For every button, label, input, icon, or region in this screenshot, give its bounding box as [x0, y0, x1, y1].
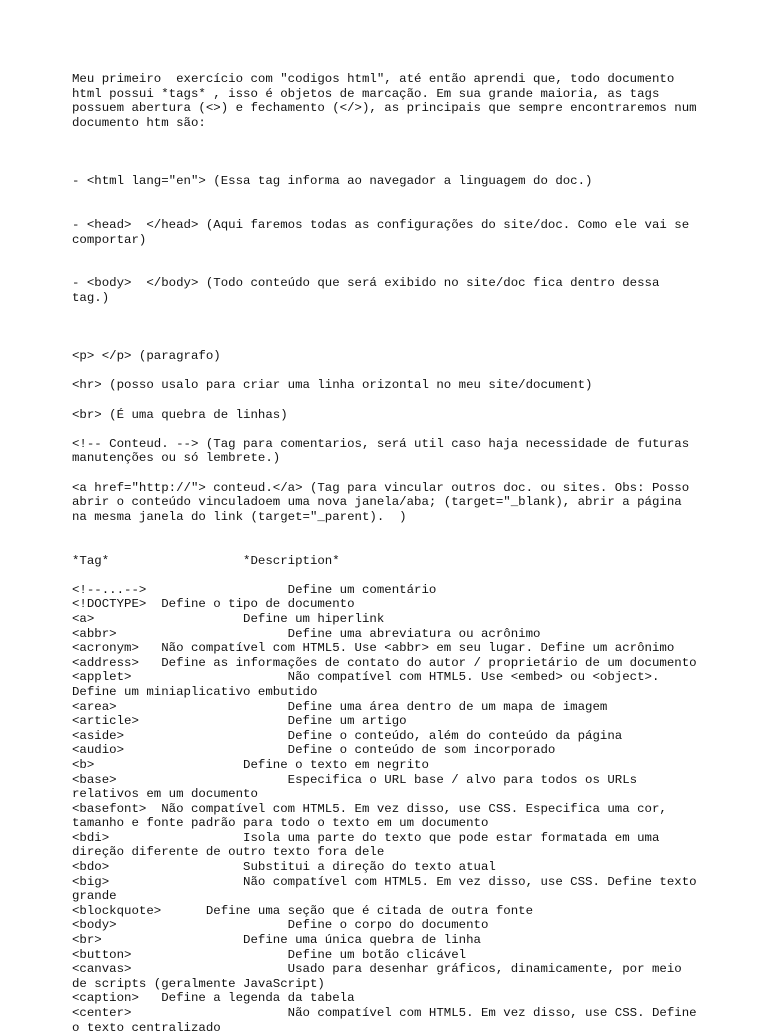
table-row: <b> Define o texto em negrito [72, 757, 429, 772]
table-row: <a> Define um hiperlink [72, 611, 385, 626]
document-page [72, 72, 705, 1035]
main-tags-list [72, 145, 702, 335]
table-row: <bdi> Isola uma parte do texto que pode estar formatada em uma direção diferente de outro texto fora dele [72, 830, 667, 860]
table-row: <blockquote> Define uma seção que é citada de outra fonte [72, 903, 534, 918]
table-row: <body> Define o corpo do documento [72, 918, 489, 933]
note-hr-tag: <hr> (posso usalo para criar uma linha orizontal no meu site/document) [72, 378, 593, 393]
table-row: <acronym> Não compatível com HTML5. Use <abbr> em seu lugar. Define um acrônimo [72, 641, 675, 656]
table-row: <address> Define as informações de contato do autor / proprietário de um documento [72, 655, 697, 670]
note-anchor-tag: <a href="http://"> conteud.</a> (Tag para vincular outros doc. ou sites. Obs: Posso abrir o conteúdo vinculadoem uma nova janela/aba; (target="_blank), abrir a página na mesma janela do link (target="_parent). ) [72, 480, 697, 524]
table-row: <center> Não compatível com HTML5. Em vez disso, use CSS. Define o texto centralizado [72, 1006, 705, 1035]
table-row: <article> Define um artigo [72, 714, 407, 729]
spacer [72, 539, 702, 554]
main-tag-head: - <head> </head> (Aqui faremos todas as configurações do site/doc. Como ele vai se comportar) [72, 217, 697, 247]
note-comment-tag: <!-- Conteud. --> (Tag para comentarios, será util caso haja necessidade de futuras manutenções ou só lembrete.) [72, 436, 697, 466]
table-row: <big> Não compatível com HTML5. Em vez disso, use CSS. Define texto grande [72, 874, 705, 904]
tag-table [72, 582, 705, 1035]
intro-paragraph: Meu primeiro exercício com "codigos html", até então aprendi que, todo documento html possui *tags* , isso é objetos de marcação. Em sua grande maioria, as tags possuem abertura (<>) e fechamento (</>), as principais que sempre encontraremos num documento htm são: [72, 72, 705, 130]
note-paragraph-tag: <p> </p> (paragrafo) [72, 349, 221, 364]
table-row: <!DOCTYPE> Define o tipo de documento [72, 597, 355, 612]
table-row: <abbr> Define uma abreviatura ou acrônimo [72, 626, 541, 641]
table-row: <button> Define um botão clicável [72, 947, 467, 962]
table-row: <base> Especifica o URL base / alvo para todos os URLs relativos em um documento [72, 772, 645, 802]
table-row: <bdo> Substitui a direção do texto atual [72, 860, 496, 875]
table-row: <caption> Define a legenda da tabela [72, 991, 355, 1006]
table-header: *Tag* *Description* [72, 553, 340, 568]
table-row: <audio> Define o conteúdo de som incorporado [72, 743, 556, 758]
table-row: <applet> Não compatível com HTML5. Use <embed> ou <object>. Define um miniaplicativo embutido [72, 670, 667, 699]
main-tag-html: - <html lang="en"> (Essa tag informa ao navegador a linguagem do doc.) [72, 174, 593, 189]
table-row: <area> Define uma área dentro de um mapa de imagem [72, 699, 608, 714]
table-row: <canvas> Usado para desenhar gráficos, dinamicamente, por meio de scripts (geralmente JavaScript) [72, 962, 690, 991]
table-row: <br> Define uma única quebra de linha [72, 933, 481, 948]
table-row: <aside> Define o conteúdo, além do conteúdo da página [72, 728, 623, 743]
table-row: <!--...--> Define um comentário [72, 582, 437, 597]
main-tag-body: - <body> </body> (Todo conteúdo que será exibido no site/doc fica dentro dessa tag.) [72, 276, 667, 305]
note-br-tag: <br> (É uma quebra de linhas) [72, 407, 288, 422]
table-row: <basefont> Não compatível com HTML5. Em vez disso, use CSS. Especifica uma cor, tamanho e fonte padrão para todo o texto em um documento [72, 801, 675, 831]
